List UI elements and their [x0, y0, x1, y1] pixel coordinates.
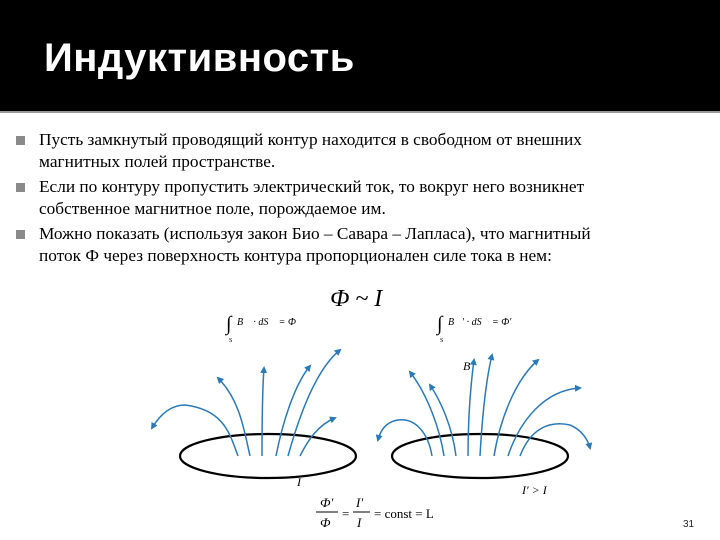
slide-number: 31 [683, 519, 695, 530]
integral-subscript: S [229, 338, 233, 344]
bullet-line: магнитных полей пространстве. [39, 152, 276, 171]
integral-left [224, 313, 296, 344]
ratio-num-right: I′ [356, 495, 364, 510]
integral-body: B⃗ · dS⃗ = Ф [237, 317, 296, 328]
integral-sign: ∫ [226, 313, 232, 335]
label-current-right: I′ > I [522, 483, 547, 497]
integral-subscript: S [440, 338, 444, 344]
bullet-line: поток Ф через поверхность контура пропорционален силе тока в нем: [39, 246, 552, 265]
inductance-formula [316, 495, 434, 530]
ratio-equals: = [342, 506, 350, 521]
bullet-line: собственное магнитное поле, порождаемое им. [39, 199, 386, 218]
label-current-left: I [297, 475, 301, 489]
ratio-den-right: I [357, 515, 362, 530]
bullet-line: Пусть замкнутый проводящий контур находится в свободном от внешних [39, 130, 582, 149]
bullet-line: Если по контуру пропустить электрический ток, то вокруг него возникнет [39, 177, 585, 196]
label-field-vector: B⃗ [463, 359, 480, 373]
ratio-tail: = const = L [374, 506, 434, 521]
integral-right [435, 313, 512, 344]
slide-title: Индуктивность [44, 36, 355, 80]
ratio-num-left: Ф′ [320, 495, 334, 510]
field-lines-right [378, 355, 590, 456]
integral-sign: ∫ [437, 313, 443, 335]
bullet-line: Можно показать (используя закон Био – Савара – Лапласа), что магнитный [39, 224, 591, 243]
ratio-den-left: Ф [320, 515, 331, 530]
current-loop-left [180, 434, 356, 478]
field-lines-left [152, 350, 340, 456]
formula-main: Ф ~ I [330, 286, 383, 312]
integral-body: B⃗′ · dS⃗ = Ф′ [448, 317, 512, 328]
